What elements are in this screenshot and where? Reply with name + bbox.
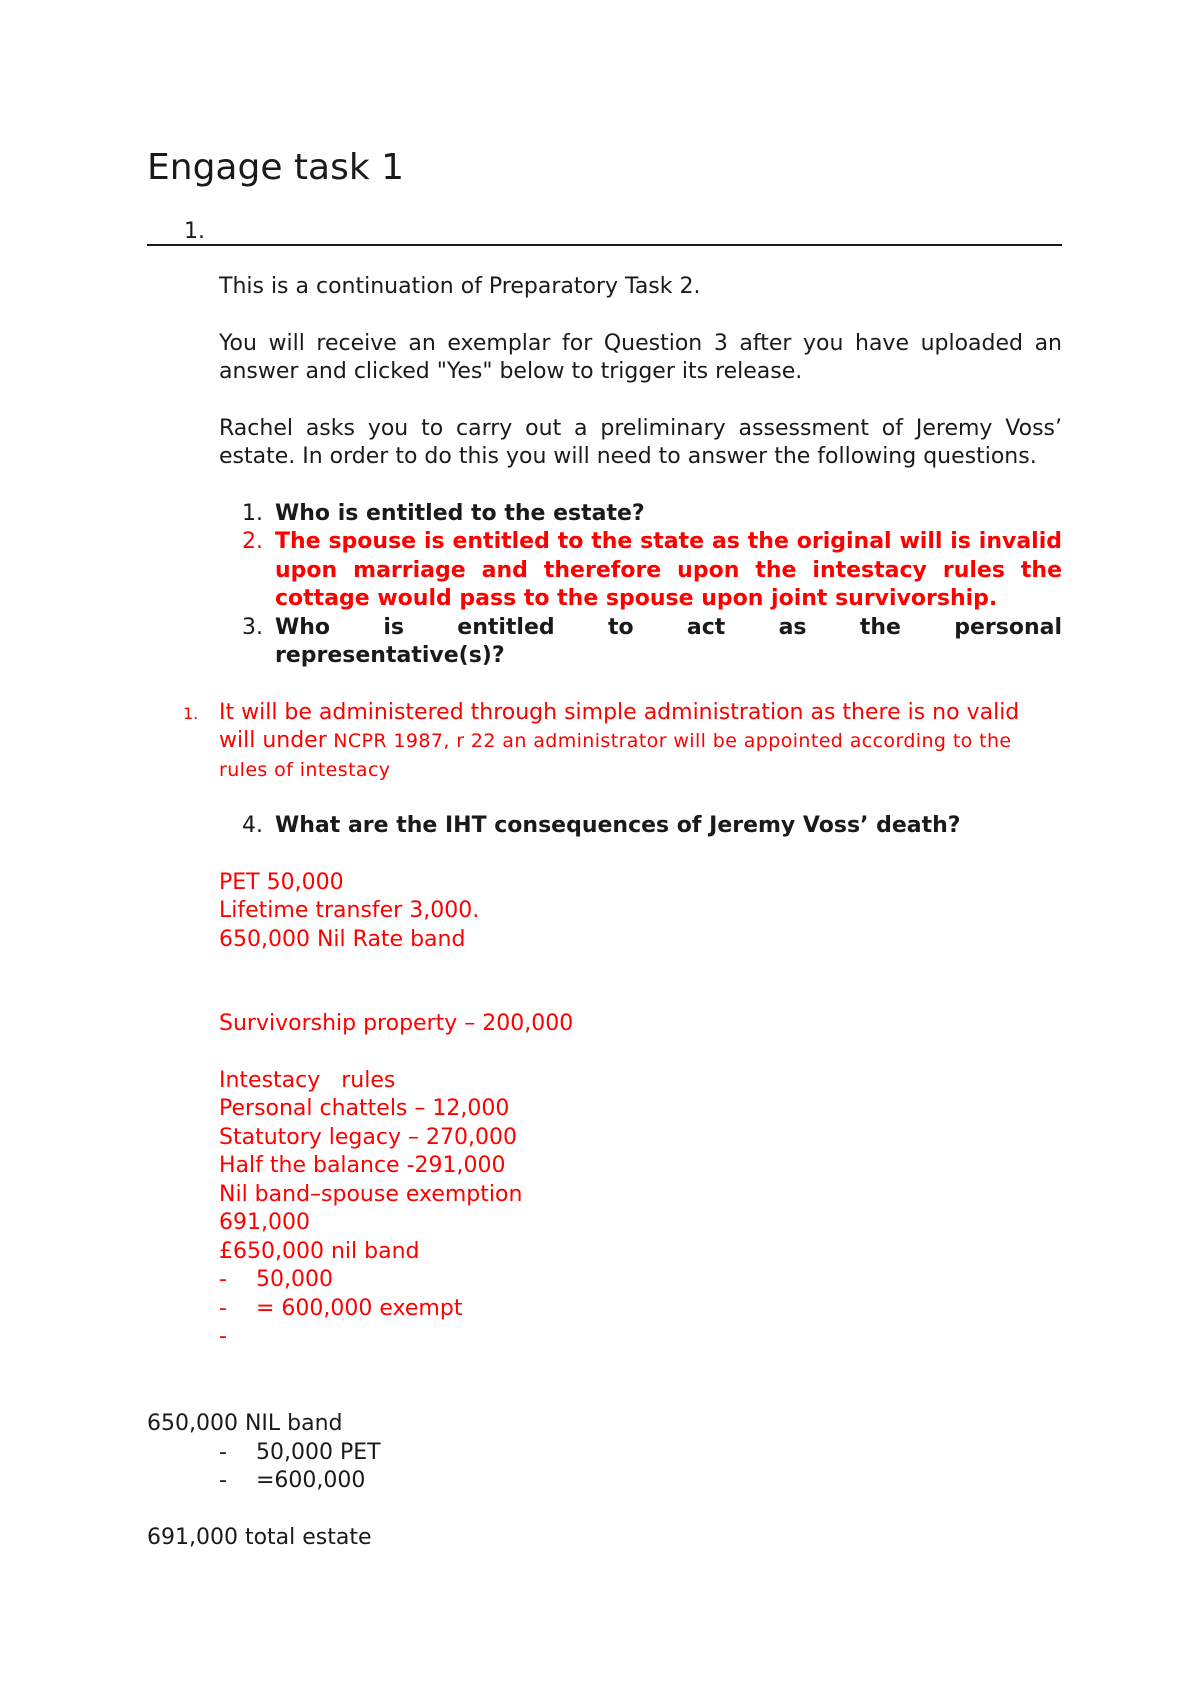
nil-band-block (147, 1410, 381, 1552)
question-3-number: 3. (242, 614, 263, 640)
intro-paragraph-2: You will receive an exemplar for Question 3 after you have uploaded an answer and clicked "Yes" below to trigger its release. (219, 330, 1062, 384)
answer-2-number: 2. (242, 529, 263, 554)
document-body (183, 273, 1062, 1352)
answer-3-number: 1. (183, 703, 199, 723)
intestacy-line-5: Nil band–spouse exemption (219, 1181, 523, 1207)
intestacy-line-4: Half the balance -291,000 (219, 1153, 506, 1178)
question-3-text (275, 614, 1062, 671)
intestacy-line-1: Intestacy rules (219, 1067, 396, 1093)
red-dash-item-1 (219, 1266, 1062, 1295)
dash-marker: - (219, 1295, 227, 1321)
total-estate-line: 691,000 total estate (147, 1524, 372, 1550)
dash-marker: - (219, 1324, 227, 1349)
nil-band-line: 650,000 NIL band (147, 1411, 343, 1436)
black-dash-item-1-text: 50,000 PET (256, 1439, 381, 1465)
iht-line-2: Lifetime transfer 3,000. (219, 898, 480, 923)
question-1-text: Who is entitled to the estate? (275, 500, 645, 526)
survivorship-line: Survivorship property – 200,000 (219, 1011, 574, 1036)
question-3-text-line-1: Who is entitled to act as the personal (275, 614, 1062, 640)
question-3 (219, 614, 1062, 671)
intestacy-line-7: £650,000 nil band (219, 1238, 420, 1264)
intro-paragraph-3: Rachel asks you to carry out a preliminary assessment of Jeremy Voss’ estate. In order to do this you will need to answer the following questions. (219, 415, 1062, 469)
answer-3 (183, 699, 1062, 785)
dash-marker: - (219, 1468, 227, 1493)
black-dash-item-1 (219, 1439, 381, 1468)
question-3-text-line-2: representative(s)? (275, 643, 505, 668)
black-dash-item-2 (219, 1467, 381, 1496)
answer-3-text-citation: NCPR 1987, r 22 an administrator will be appointed according to the rules of intestacy (219, 730, 1012, 781)
section-number: 1. (184, 219, 205, 244)
intro-paragraph-1: This is a continuation of Preparatory Task 2. (219, 274, 701, 299)
question-4 (219, 812, 1062, 841)
answer-2-text: The spouse is entitled to the state as the original will is invalid upon marriage and therefore upon the intestacy rules the cottage would pass to the spouse upon joint survivorship. (275, 529, 1062, 611)
question-1-number: 1. (242, 500, 263, 526)
black-dash-item-2-text: =600,000 (256, 1468, 366, 1493)
intestacy-lines (219, 1067, 1062, 1267)
intestacy-line-3: Statutory legacy – 270,000 (219, 1124, 517, 1150)
red-dash-list (219, 1266, 1062, 1352)
dash-marker: - (219, 1267, 227, 1292)
answer-3-text-main: It will be administered through simple administration as there is no valid will under (219, 699, 1020, 753)
dash-marker: - (219, 1439, 227, 1465)
intestacy-line-6: 691,000 (219, 1210, 310, 1235)
red-dash-item-1-text: 50,000 (256, 1267, 333, 1292)
red-dash-item-3 (219, 1323, 1062, 1352)
iht-line-1: PET 50,000 (219, 869, 344, 895)
red-dash-item-2-text: = 600,000 exempt (256, 1295, 463, 1321)
question-4-number: 4. (242, 813, 263, 838)
question-4-text: What are the IHT consequences of Jeremy Voss’ death? (275, 813, 961, 838)
document-title: Engage task 1 (147, 147, 405, 188)
answer-3-text (219, 699, 1062, 785)
iht-lines (219, 869, 1062, 955)
horizontal-rule (147, 244, 1062, 246)
iht-line-3: 650,000 Nil Rate band (219, 926, 466, 952)
red-dash-item-2 (219, 1295, 1062, 1324)
question-1 (219, 500, 1062, 529)
answer-2 (219, 528, 1062, 614)
black-dash-list (219, 1439, 381, 1496)
intestacy-line-2: Personal chattels – 12,000 (219, 1096, 510, 1121)
